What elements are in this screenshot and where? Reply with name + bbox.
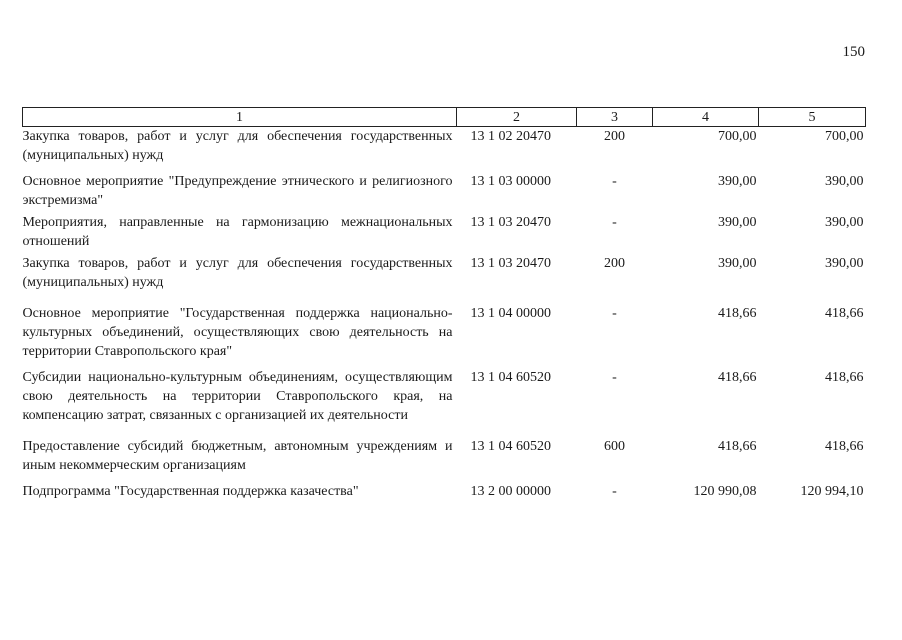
column-header-1: 1 xyxy=(23,108,457,127)
row-code: 13 1 04 00000 xyxy=(470,306,551,321)
column-header-5: 5 xyxy=(759,108,866,127)
table-row xyxy=(23,213,866,254)
table-row xyxy=(23,172,866,213)
row-name: Субсидии национально-культурным объединениям, осуществляющим свою деятельность на территории Ставропольского края, на компенсацию затрат, связанных с организацией их деятельности xyxy=(22,370,453,423)
page-number: 150 xyxy=(842,44,865,60)
row-type: - xyxy=(612,215,617,230)
row-name: Основное мероприятие "Предупреждение этнического и религиозного экстремизма" xyxy=(22,174,453,208)
row-value-5: 418,66 xyxy=(825,370,864,385)
row-type: - xyxy=(612,174,617,189)
row-code: 13 1 04 60520 xyxy=(470,370,551,385)
table-row xyxy=(23,368,866,437)
row-value-5: 418,66 xyxy=(825,439,864,454)
row-value-4: 390,00 xyxy=(718,215,757,230)
row-code: 13 1 03 20470 xyxy=(470,256,551,271)
row-type: 200 xyxy=(604,256,625,271)
table-row xyxy=(23,482,866,501)
row-code: 13 1 02 20470 xyxy=(470,129,551,144)
row-name: Основное мероприятие "Государственная поддержка национально-культурных объединений, осуществляющих свою деятельность на территории Ставропольского края" xyxy=(22,306,453,359)
row-code: 13 2 00 00000 xyxy=(470,484,551,499)
row-value-4: 418,66 xyxy=(718,306,757,321)
table-header-row xyxy=(23,108,866,127)
row-name: Подпрограмма "Государственная поддержка казачества" xyxy=(22,484,359,499)
row-value-4: 390,00 xyxy=(718,256,757,271)
table-row xyxy=(23,304,866,368)
row-value-5: 390,00 xyxy=(825,256,864,271)
row-name: Закупка товаров, работ и услуг для обеспечения государственных (муниципальных) нужд xyxy=(22,129,453,163)
row-type: - xyxy=(612,484,617,499)
row-name: Мероприятия, направленные на гармонизацию межнациональных отношений xyxy=(22,215,453,249)
row-value-4: 418,66 xyxy=(718,370,757,385)
row-value-5: 700,00 xyxy=(825,129,864,144)
column-header-3: 3 xyxy=(577,108,653,127)
column-header-2: 2 xyxy=(457,108,577,127)
column-header-4: 4 xyxy=(653,108,759,127)
row-value-4: 700,00 xyxy=(718,129,757,144)
row-code: 13 1 03 20470 xyxy=(470,215,551,230)
row-value-5: 120 994,10 xyxy=(800,484,864,499)
row-type: - xyxy=(612,306,617,321)
table-row xyxy=(23,127,866,173)
table-row xyxy=(23,254,866,304)
row-code: 13 1 04 60520 xyxy=(470,439,551,454)
row-value-4: 390,00 xyxy=(718,174,757,189)
row-value-5: 418,66 xyxy=(825,306,864,321)
row-code: 13 1 03 00000 xyxy=(470,174,551,189)
budget-table xyxy=(22,107,866,501)
row-type: - xyxy=(612,370,617,385)
row-type: 600 xyxy=(604,439,625,454)
row-value-5: 390,00 xyxy=(825,215,864,230)
row-name: Предоставление субсидий бюджетным, автономным учреждениям и иным некоммерческим организациям xyxy=(22,439,453,473)
row-type: 200 xyxy=(604,129,625,144)
table-row xyxy=(23,437,866,482)
row-value-5: 390,00 xyxy=(825,174,864,189)
row-value-4: 418,66 xyxy=(718,439,757,454)
row-value-4: 120 990,08 xyxy=(693,484,757,499)
row-name: Закупка товаров, работ и услуг для обеспечения государственных (муниципальных) нужд xyxy=(22,256,453,290)
